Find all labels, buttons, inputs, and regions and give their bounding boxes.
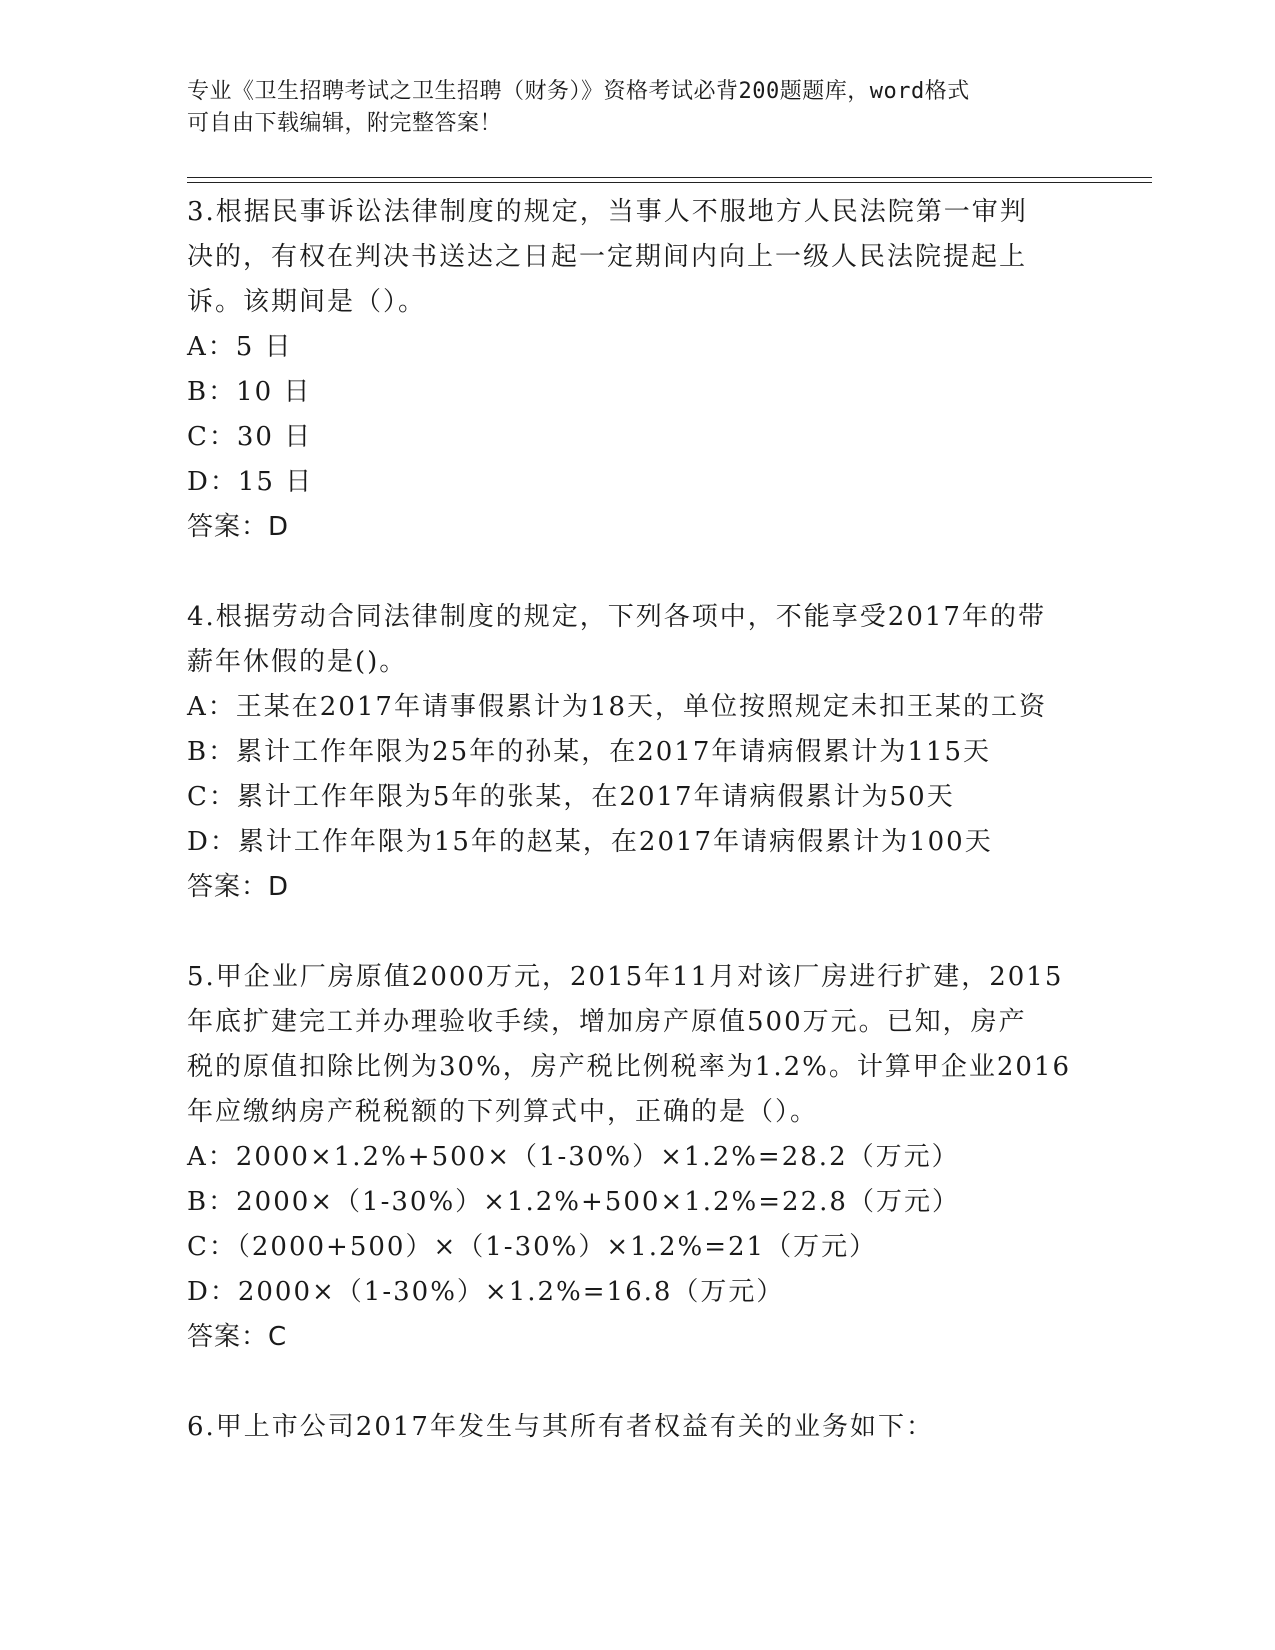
header-line-1: 专业《卫生招聘考试之卫生招聘（财务）》资格考试必背200题题库，word格式 [187, 79, 970, 104]
question-stem-line: 5.甲企业厂房原值2000万元，2015年11月对该厂房进行扩建，2015 [187, 962, 1064, 992]
question-stem-line: 年应缴纳房产税税额的下列算式中，正确的是（）。 [187, 1097, 819, 1127]
option-b: B：累计工作年限为25年的孙某，在2017年请病假累计为115天 [187, 737, 991, 767]
question-stem-line: 年底扩建完工并办理验收手续，增加房产原值500万元。已知，房产 [187, 1007, 1027, 1037]
question-stem-line: 诉。该期间是（）。 [187, 287, 427, 317]
option-b: B：10 日 [187, 377, 312, 407]
header-divider-top [187, 177, 1152, 178]
header-divider-bottom [187, 182, 1152, 183]
answer-line: 答案：D [187, 872, 290, 902]
option-d: D：15 日 [187, 467, 314, 497]
option-d: D：累计工作年限为15年的赵某，在2017年请病假累计为100天 [187, 827, 993, 857]
question-stem-line: 薪年休假的是()。 [187, 647, 408, 677]
option-c: C：（2000+500）×（1-30%）×1.2%=21（万元） [187, 1232, 878, 1262]
answer-line: 答案：D [187, 512, 290, 542]
document-header [187, 76, 1067, 140]
option-d: D：2000×（1-30%）×1.2%=16.8（万元） [187, 1277, 785, 1307]
question-stem-line: 4.根据劳动合同法律制度的规定，下列各项中，不能享受2017年的带 [187, 602, 1046, 632]
question-6 [187, 1405, 1087, 1450]
question-3 [187, 190, 1087, 550]
question-5 [187, 955, 1087, 1360]
option-b: B：2000×（1-30%）×1.2%+500×1.2%=22.8（万元） [187, 1187, 960, 1217]
answer-line: 答案：C [187, 1322, 288, 1352]
header-line-2: 可自由下载编辑，附完整答案！ [187, 111, 503, 136]
question-stem-line: 6.甲上市公司2017年发生与其所有者权益有关的业务如下： [187, 1412, 934, 1442]
option-a: A：2000×1.2%+500×（1-30%）×1.2%=28.2（万元） [187, 1142, 960, 1172]
option-a: A：王某在2017年请事假累计为18天，单位按照规定未扣王某的工资 [187, 692, 1048, 722]
option-a: A：5 日 [187, 332, 293, 362]
question-stem-line: 3.根据民事诉讼法律制度的规定，当事人不服地方人民法院第一审判 [187, 197, 1028, 227]
question-4 [187, 595, 1087, 910]
option-c: C：累计工作年限为5年的张某，在2017年请病假累计为50天 [187, 782, 955, 812]
question-stem-line: 决的，有权在判决书送达之日起一定期间内向上一级人民法院提起上 [187, 242, 1028, 272]
question-list [187, 190, 1087, 1495]
question-stem-line: 税的原值扣除比例为30%，房产税比例税率为1.2%。计算甲企业2016 [187, 1052, 1072, 1082]
option-c: C：30 日 [187, 422, 313, 452]
